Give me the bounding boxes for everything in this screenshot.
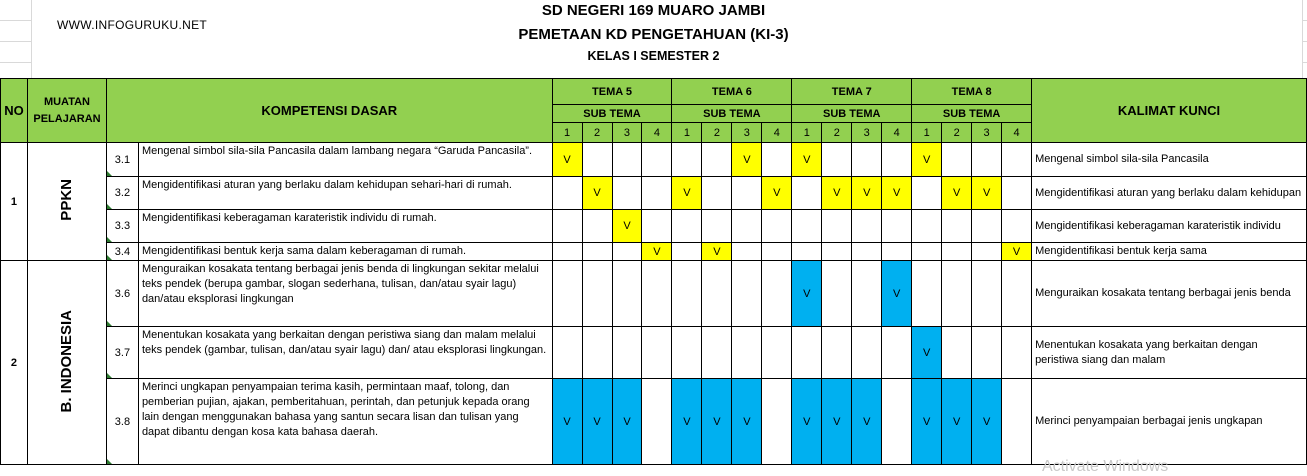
mark-cell-empty [942,327,972,379]
mark-cell-checked: V [732,379,762,465]
mark-cell-empty [612,327,642,379]
header-tema-5: TEMA 5 [552,79,672,105]
subject-name-cell [27,143,106,261]
mark-cell-checked: V [582,177,612,210]
mark-cell-empty [642,177,672,210]
kd-code: 3.8 [106,379,138,465]
sub-number: 4 [762,123,792,143]
mark-cell-empty [762,261,792,327]
mark-cell-empty [702,327,732,379]
mark-cell-checked: V [882,177,912,210]
sub-number: 1 [792,123,822,143]
mark-cell-empty [612,143,642,177]
key-sentence: Mengidentifikasi aturan yang berlaku dalam kehidupan [1032,177,1307,210]
mark-cell-empty [552,327,582,379]
mark-cell-empty [762,379,792,465]
mark-cell-empty [1002,210,1032,243]
mark-cell-empty [912,177,942,210]
subject-number: 1 [1,143,28,261]
mark-cell-empty [852,261,882,327]
kd-text: Menguraikan kosakata tentang berbagai jenis benda di lingkungan sekitar melalui teks pendek (berupa gambar, slogan sederhana, tulisan, dan/atau syair lagu) dan/atau eksplorasi lingkungan [138,261,552,327]
mark-cell-empty [552,177,582,210]
sub-number: 3 [972,123,1002,143]
header-tema-8: TEMA 8 [912,79,1032,105]
sub-number: 2 [582,123,612,143]
mark-cell-empty [822,243,852,261]
header-sub-tema: SUB TEMA [552,105,672,123]
header-kalimat-kunci: KALIMAT KUNCI [1032,79,1307,143]
mark-cell-empty [882,379,912,465]
sub-number: 4 [1002,123,1032,143]
mark-cell-empty [942,143,972,177]
mark-cell-empty [882,143,912,177]
kd-text: Merinci ungkapan penyampaian terima kasih, permintaan maaf, tolong, dan pemberian pujian, ajakan, pemberitahuan, perintah, dan petunjuk kepada orang lain dengan menggunakan bahasa yang santun secara lisan dan tulisan yang dapat dibantu dengan kosa kata bahasa daerah. [138,379,552,465]
kd-text: Mengidentifikasi bentuk kerja sama dalam keberagaman di rumah. [138,243,552,261]
mark-cell-empty [762,143,792,177]
mark-cell-checked: V [702,379,732,465]
subject-name-cell [27,261,106,465]
mark-cell-empty [1002,177,1032,210]
mark-cell-empty [822,143,852,177]
mark-cell-checked: V [852,379,882,465]
mark-cell-empty [882,327,912,379]
mark-cell-checked: V [822,177,852,210]
mark-cell-empty [762,210,792,243]
mark-cell-empty [672,243,702,261]
mark-cell-empty [702,143,732,177]
mark-cell-empty [582,143,612,177]
mark-cell-empty [702,210,732,243]
sub-number: 2 [702,123,732,143]
mark-cell-empty [642,327,672,379]
sub-number: 4 [642,123,672,143]
header-tema-6: TEMA 6 [672,79,792,105]
mark-cell-checked: V [702,243,732,261]
mark-cell-empty [732,210,762,243]
kd-row [1,243,1307,261]
mark-cell-empty [972,243,1002,261]
header-sub-tema: SUB TEMA [672,105,792,123]
mark-cell-empty [732,327,762,379]
kd-text: Mengenal simbol sila-sila Pancasila dalam lambang negara “Garuda Pancasila”. [138,143,552,177]
kd-text: Mengidentifikasi aturan yang berlaku dalam kehidupan sehari-hari di rumah. [138,177,552,210]
mark-cell-checked: V [912,143,942,177]
sub-number: 1 [672,123,702,143]
mark-cell-checked: V [792,143,822,177]
mark-cell-empty [1002,143,1032,177]
mark-cell-checked: V [1002,243,1032,261]
mark-cell-empty [1002,379,1032,465]
mark-cell-empty [792,177,822,210]
mark-cell-checked: V [882,261,912,327]
mark-cell-empty [912,261,942,327]
mark-cell-empty [1002,327,1032,379]
class-semester: KELAS I SEMESTER 2 [587,49,720,63]
mark-cell-checked: V [942,177,972,210]
header-tema-7: TEMA 7 [792,79,912,105]
sub-number: 3 [732,123,762,143]
mark-cell-empty [702,177,732,210]
header-kompetensi-dasar: KOMPETENSI DASAR [106,79,552,143]
key-sentence: Mengidentifikasi bentuk kerja sama [1032,243,1307,261]
mark-cell-checked: V [972,379,1002,465]
key-sentence: Mengidentifikasi keberagaman karateristik individu [1032,210,1307,243]
mark-cell-empty [882,243,912,261]
mark-cell-empty [912,210,942,243]
mark-cell-empty [792,327,822,379]
kd-code: 3.6 [106,261,138,327]
mark-cell-empty [972,261,1002,327]
mark-cell-empty [612,243,642,261]
header-no: NO [1,79,28,143]
mark-cell-checked: V [942,379,972,465]
mark-cell-checked: V [552,379,582,465]
kd-code: 3.7 [106,327,138,379]
mark-cell-empty [822,210,852,243]
document-title: PEMETAAN KD PENGETAHUAN (KI-3) [518,26,789,43]
header-sub-tema: SUB TEMA [792,105,912,123]
mark-cell-empty [732,243,762,261]
mark-cell-empty [732,261,762,327]
mark-cell-empty [762,327,792,379]
mark-cell-empty [642,143,672,177]
mark-cell-empty [642,210,672,243]
website-label: WWW.INFOGURUKU.NET [57,18,208,32]
mark-cell-empty [792,243,822,261]
mark-cell-empty [612,177,642,210]
subject-name: B. INDONESIA [58,309,76,413]
kd-row [1,177,1307,210]
mark-cell-checked: V [732,143,762,177]
mark-cell-empty [792,210,822,243]
mark-cell-empty [642,261,672,327]
mark-cell-checked: V [792,261,822,327]
header-muatan: MUATAN PELAJARAN [27,79,106,143]
mark-cell-empty [852,210,882,243]
mark-cell-empty [1002,261,1032,327]
sub-number: 4 [882,123,912,143]
mark-cell-checked: V [912,327,942,379]
mark-cell-empty [672,143,702,177]
mark-cell-empty [582,327,612,379]
mark-cell-empty [582,210,612,243]
subject-name: PPKN [58,179,76,221]
mark-cell-empty [732,177,762,210]
sub-number: 1 [552,123,582,143]
mark-cell-checked: V [972,177,1002,210]
kd-text: Mengidentifikasi keberagaman karateristik individu di rumah. [138,210,552,243]
sub-number: 3 [612,123,642,143]
mark-cell-checked: V [672,379,702,465]
mark-cell-checked: V [642,243,672,261]
sub-number: 1 [912,123,942,143]
mark-cell-checked: V [792,379,822,465]
mark-cell-empty [912,243,942,261]
mark-cell-empty [582,243,612,261]
mark-cell-empty [672,261,702,327]
activate-windows-watermark: Activate Windows [1042,458,1169,475]
school-title: SD NEGERI 169 MUARO JAMBI [541,2,766,19]
mark-cell-empty [582,261,612,327]
mark-cell-checked: V [762,177,792,210]
sub-number: 3 [852,123,882,143]
mark-cell-empty [972,327,1002,379]
mark-cell-empty [672,327,702,379]
mark-cell-empty [612,261,642,327]
mark-cell-empty [822,327,852,379]
subject-number: 2 [1,261,28,465]
mark-cell-empty [822,261,852,327]
mark-cell-empty [942,243,972,261]
sub-number: 2 [942,123,972,143]
mark-cell-checked: V [582,379,612,465]
mark-cell-empty [642,379,672,465]
key-sentence: Menentukan kosakata yang berkaitan dengan peristiwa siang dan malam [1032,327,1307,379]
kd-code: 3.1 [106,143,138,177]
mark-cell-checked: V [822,379,852,465]
mark-cell-empty [762,243,792,261]
kd-row [1,143,1307,177]
mark-cell-checked: V [612,210,642,243]
header-sub-tema: SUB TEMA [912,105,1032,123]
mark-cell-empty [852,143,882,177]
mark-cell-empty [552,210,582,243]
mark-cell-empty [702,261,732,327]
sub-number: 2 [822,123,852,143]
key-sentence: Merinci penyampaian berbagai jenis ungkapan [1032,379,1307,465]
kd-code: 3.4 [106,243,138,261]
mark-cell-checked: V [852,177,882,210]
mark-cell-checked: V [672,177,702,210]
kd-row [1,379,1307,465]
mark-cell-empty [972,143,1002,177]
key-sentence: Mengenal simbol sila-sila Pancasila [1032,143,1307,177]
mark-cell-empty [942,261,972,327]
key-sentence: Menguraikan kosakata tentang berbagai jenis benda [1032,261,1307,327]
kd-code: 3.2 [106,177,138,210]
mark-cell-empty [882,210,912,243]
kd-row [1,210,1307,243]
mark-cell-checked: V [912,379,942,465]
kd-row [1,261,1307,327]
mark-cell-empty [552,243,582,261]
mark-cell-empty [672,210,702,243]
mark-cell-empty [942,210,972,243]
kd-row [1,327,1307,379]
kd-mapping-table [0,78,1307,465]
mark-cell-empty [552,261,582,327]
mark-cell-checked: V [552,143,582,177]
mark-cell-empty [852,243,882,261]
kd-code: 3.3 [106,210,138,243]
mark-cell-checked: V [612,379,642,465]
mark-cell-empty [972,210,1002,243]
kd-text: Menentukan kosakata yang berkaitan dengan peristiwa siang dan malam melalui teks pendek (gambar, tulisan, dan/atau syair lagu) dan/ atau eksplorasi lingkungan. [138,327,552,379]
mark-cell-empty [852,327,882,379]
